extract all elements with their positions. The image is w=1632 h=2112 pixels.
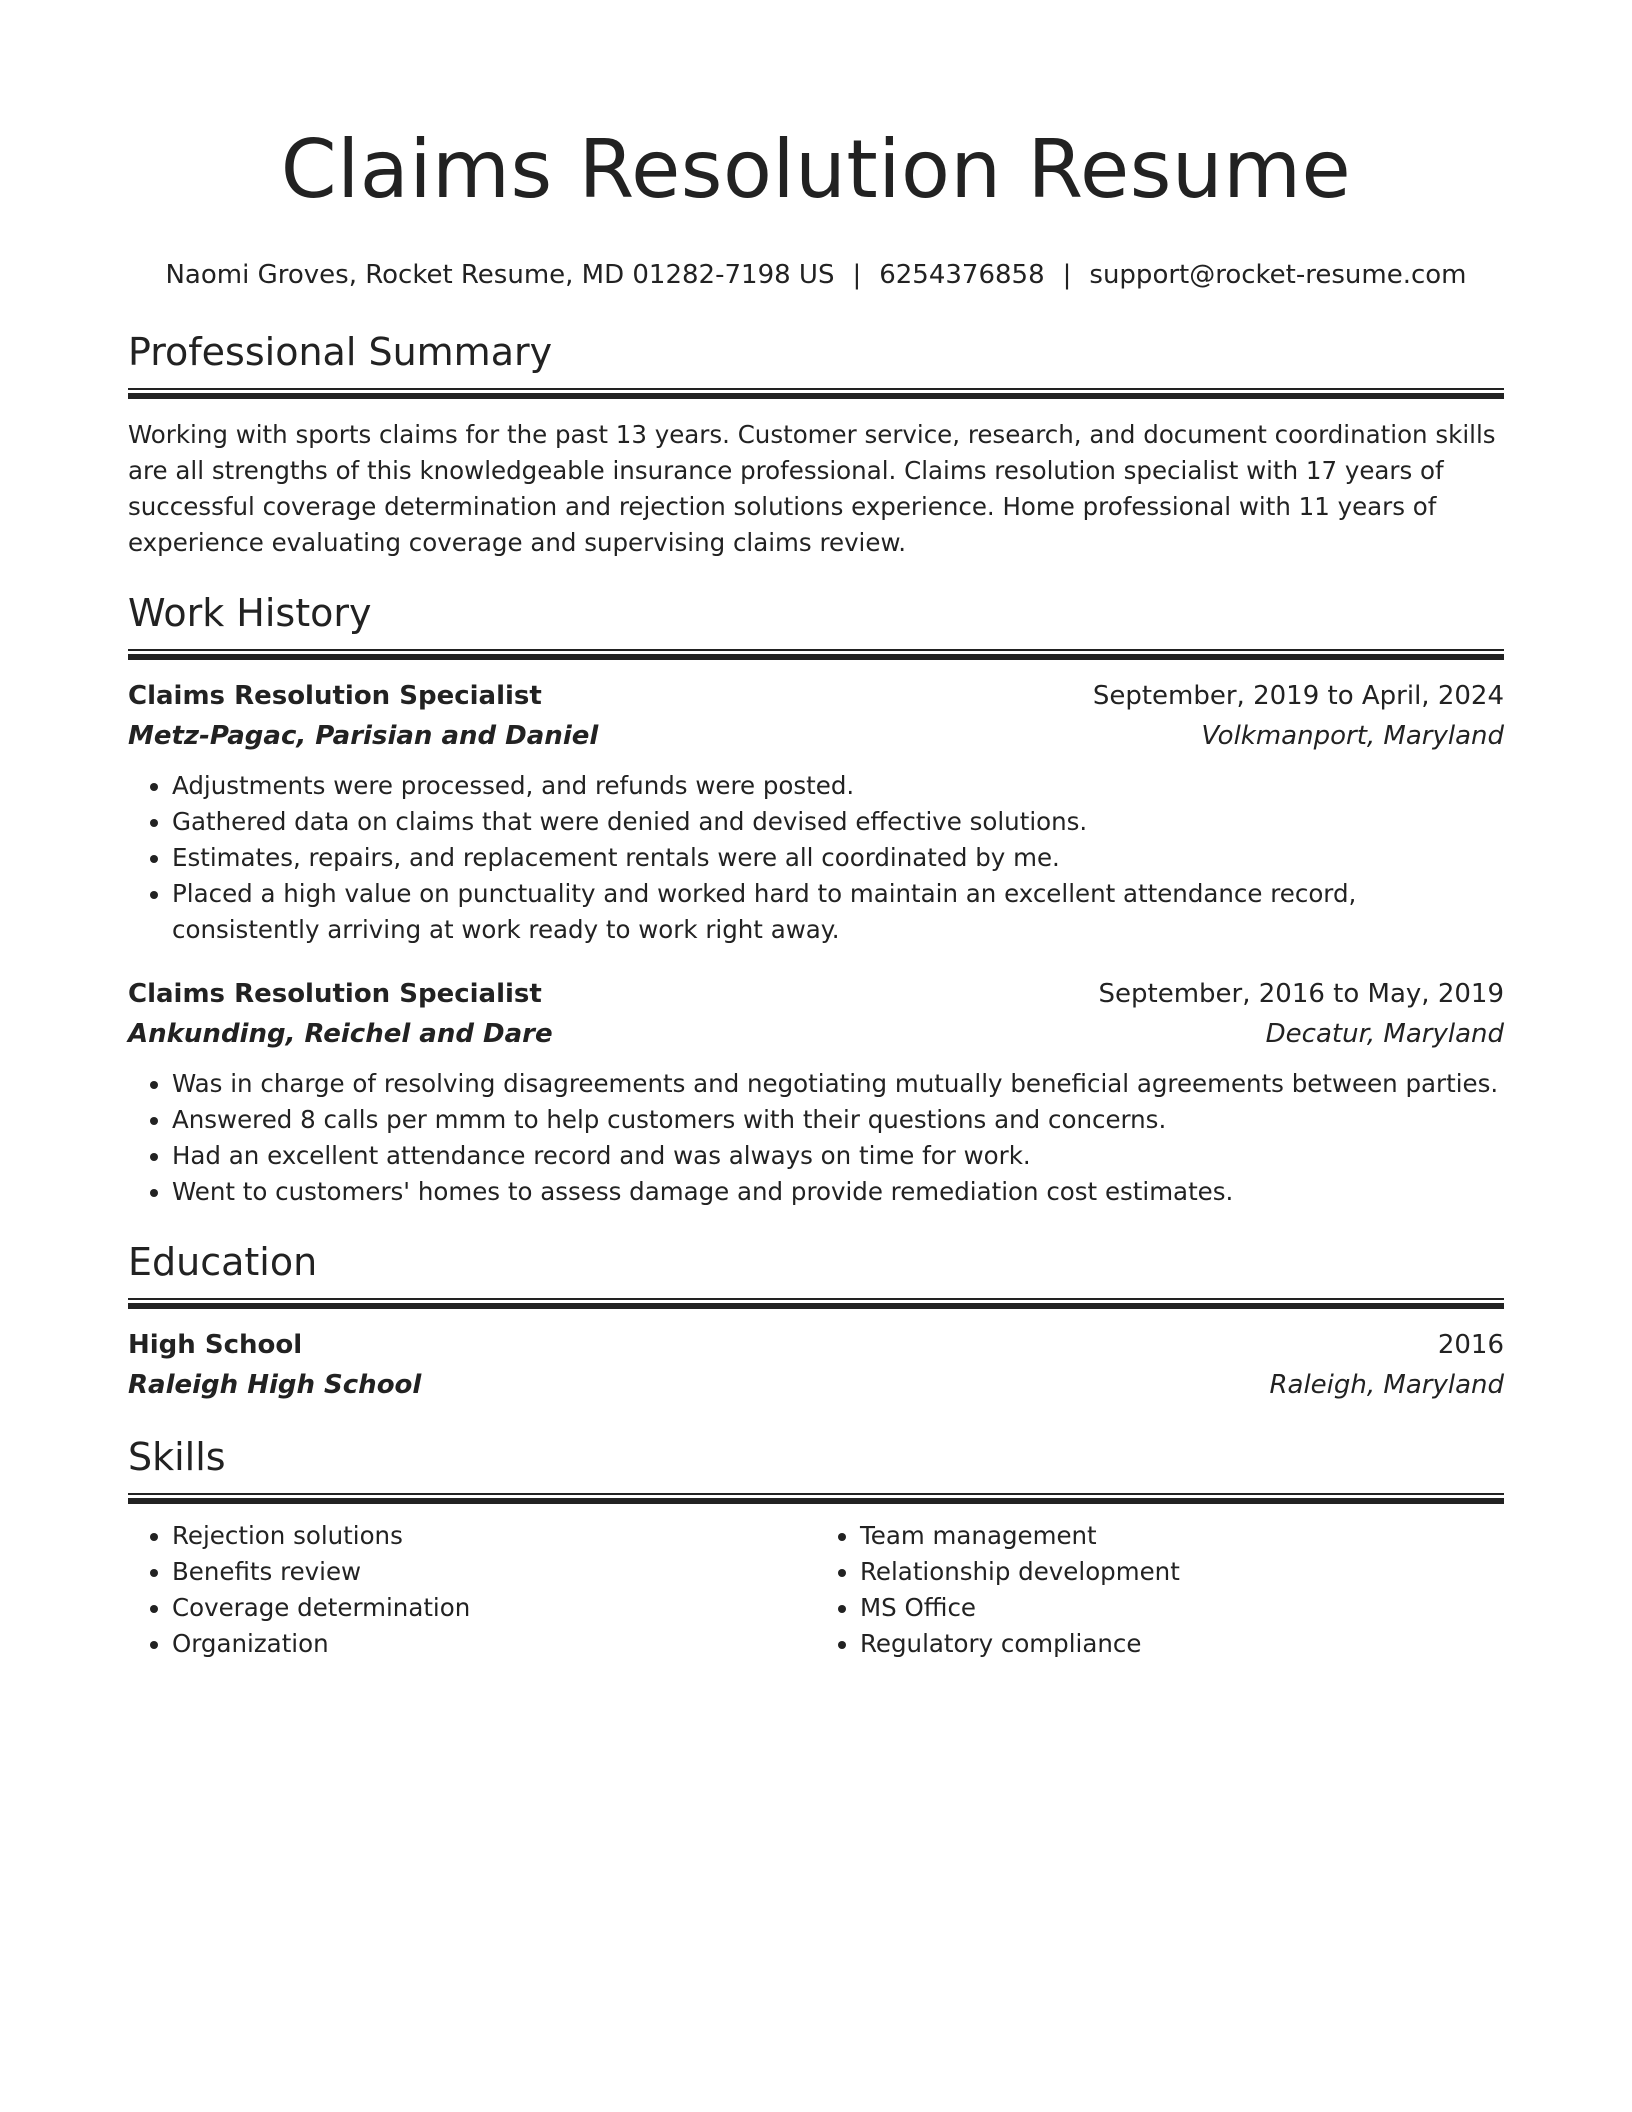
skill-item: • Regulatory compliance: [860, 1626, 1504, 1662]
skill-item: • Benefits review: [172, 1554, 816, 1590]
skill-item: • MS Office: [860, 1590, 1504, 1626]
education-degree: High School: [128, 1330, 303, 1360]
education-school-row: [128, 1365, 1504, 1405]
skill-item: • Rejection solutions: [172, 1518, 816, 1554]
skill-item: • Coverage determination: [172, 1590, 816, 1626]
job-title: Claims Resolution Specialist: [128, 681, 542, 711]
education-school: Raleigh High School: [128, 1370, 422, 1400]
summary-heading: Professional Summary: [128, 330, 553, 374]
skill-item: • Relationship development: [860, 1554, 1504, 1590]
job-bullet: • Answered 8 calls per mmm to help customers with their questions and concerns.: [172, 1102, 1504, 1138]
skills-section: [128, 1433, 1504, 1662]
education-section: [128, 1238, 1504, 1405]
section-divider: [128, 388, 1504, 399]
section-divider: [128, 1493, 1504, 1504]
education-heading: Education: [128, 1240, 318, 1284]
job-header-row: [128, 676, 1504, 716]
contact-address: Naomi Groves, Rocket Resume, MD 01282-7198 US: [165, 260, 835, 290]
skills-columns: [128, 1518, 1504, 1662]
job-company: Ankunding, Reichel and Dare: [128, 1019, 553, 1049]
resume-title: Claims Resolution Resume: [280, 123, 1352, 216]
work-history-section: [128, 589, 1504, 1210]
job-bullet: • Gathered data on claims that were denied and devised effective solutions.: [172, 804, 1504, 840]
contact-phone: 6254376858: [879, 260, 1045, 290]
education-entry: [128, 1325, 1504, 1405]
job-bullet: • Had an excellent attendance record and was always on time for work.: [172, 1138, 1504, 1174]
job-bullet-list: [128, 1066, 1504, 1210]
education-year: 2016: [1437, 1330, 1504, 1360]
contact-line: [128, 258, 1504, 292]
skills-list-left: [128, 1518, 816, 1662]
job-bullet: • Was in charge of resolving disagreements and negotiating mutually beneficial agreements between parties.: [172, 1066, 1504, 1102]
skills-heading: Skills: [128, 1435, 226, 1479]
job-bullet: • Placed a high value on punctuality and worked hard to maintain an excellent attendance record, consistently arriving at work ready to work right away.: [172, 876, 1504, 948]
job-company-row: [128, 1014, 1504, 1054]
section-divider: [128, 1298, 1504, 1309]
job-bullet: • Went to customers' homes to assess damage and provide remediation cost estimates.: [172, 1174, 1504, 1210]
job-dates: September, 2016 to May, 2019: [1098, 979, 1504, 1009]
summary-section: [128, 328, 1504, 561]
job-header-row: [128, 974, 1504, 1014]
job-bullet-list: [128, 768, 1504, 948]
contact-separator: |: [1062, 260, 1072, 290]
job-bullet: • Estimates, repairs, and replacement rentals were all coordinated by me.: [172, 840, 1504, 876]
work-history-heading: Work History: [128, 591, 372, 635]
education-location: Raleigh, Maryland: [1269, 1370, 1504, 1400]
job-location: Volkmanport, Maryland: [1201, 721, 1504, 751]
summary-text: Working with sports claims for the past 13 years. Customer service, research, and document coordination skills are all strengths of this knowledgeable insurance professional. Claims resolution specialist with 17 years of successful coverage determination and rejection solutions experience. Home professional with 11 years of experience evaluating coverage and supervising claims review.: [128, 420, 1496, 557]
skills-list-right: [816, 1518, 1504, 1662]
job-entry: [128, 974, 1504, 1210]
contact-separator: |: [852, 260, 862, 290]
skill-item: • Team management: [860, 1518, 1504, 1554]
job-bullet: • Adjustments were processed, and refunds were posted.: [172, 768, 1504, 804]
job-entry: [128, 676, 1504, 948]
education-header-row: [128, 1325, 1504, 1365]
skill-item: • Organization: [172, 1626, 816, 1662]
job-title: Claims Resolution Specialist: [128, 979, 542, 1009]
contact-email: support@rocket-resume.com: [1089, 260, 1467, 290]
job-company: Metz-Pagac, Parisian and Daniel: [128, 721, 599, 751]
job-dates: September, 2019 to April, 2024: [1092, 681, 1504, 711]
job-location: Decatur, Maryland: [1265, 1019, 1504, 1049]
job-company-row: [128, 716, 1504, 756]
section-divider: [128, 649, 1504, 660]
